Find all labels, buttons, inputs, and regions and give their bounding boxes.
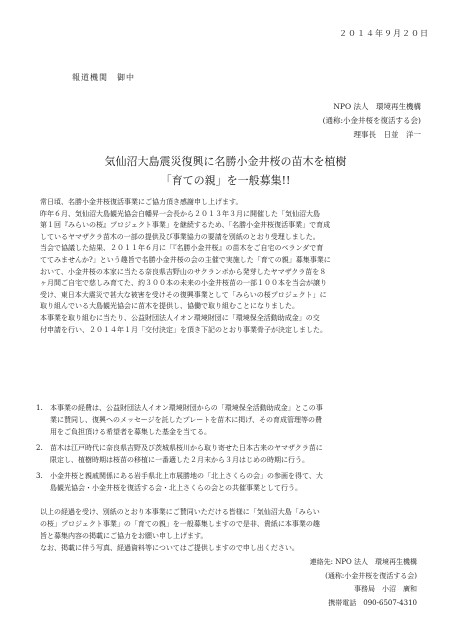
contact-phone: 携帯電話 090-6507-4310	[328, 598, 417, 607]
list-item-line: 苗木は江戸時代に奈良県吉野及び茨城県桜川から取り寄せた日本古来のヤマザクラ苗に	[50, 444, 323, 452]
title-line-1: 気仙沼大島震災復興に名勝小金井桜の苗木を植樹	[104, 155, 347, 168]
list-item-line: 業に賛同し、復興へのメッセージを託したプレートを苗木に掲げ、その育成管理等の費	[50, 416, 323, 424]
closing-line: 以上の経過を受け、別紙のとおり本事業にご賛同いただける皆様に「気仙沼大島「みらい	[40, 508, 320, 516]
recipient-line: 報道機関 御中	[72, 73, 135, 82]
sender-org: NPO 法人 環境再生機構	[333, 102, 421, 111]
body-line: 受け、東日本大震災で甚大な被害を受けその復興事業として「みらいの桜プロジェクト」に	[40, 290, 327, 299]
closing-text	[40, 506, 430, 554]
body-line: しているヤマザクラ苗木の一部の提供及び事業協力の要請を別紙のとおり受理しました。	[40, 232, 320, 241]
body-line: 第１回『みらいの桜』プロジェクト事業」を継続するため、「名勝小金井桜復活事業」で育成	[40, 221, 331, 230]
body-line: ヶ月間ご自宅で慈しみ育てた、約３００本の未来の小金井桜苗の一部１００本を当会が譲り	[40, 279, 327, 288]
contact-org: 連絡先: NPO 法人 環境再生機構	[309, 558, 417, 566]
list-item-line: 限定し、植樹時期は桜苗の移植に一番適した２月末から３月はじめの時期に行う。	[50, 456, 309, 464]
contact-office: 事務局 小沼 廣和	[354, 585, 417, 593]
list-item-number: 1.	[36, 404, 43, 412]
list-item	[36, 470, 436, 494]
closing-line: なお、掲載に伴う写真、経過資料等についてはご提供しますので申し出ください。	[40, 544, 299, 552]
body-line: 常日頃、名勝小金井桜復活事業にご協力頂き感謝申し上げます。	[40, 198, 243, 206]
list-item-line: 用をご負担頂ける希望者を募集した基金を当てる。	[50, 428, 211, 436]
body-line: 付申請を行い、２０１４年１月「交付決定」を頂き下記のとおり事業骨子が決定しました。	[40, 325, 327, 334]
list-item-line: 島観光協会・小金井桜を復活する会・北上さくらの会との共催事業として行う。	[50, 484, 302, 492]
body-line: 当会で協議した結果、２０１１年６月に「『名勝小金井桜』の苗木をご自宅のベランダで育	[40, 244, 324, 253]
contact-block	[310, 556, 417, 610]
contact-alias: (通称:小金井桜を復活する会)	[325, 571, 417, 580]
body-line: ててみませんか?」という趣旨で名勝小金井桜の会の主催で実施した「育ての親」募集事業に	[40, 255, 331, 264]
title-line-2: 「育ての親」を一般募集!!	[160, 174, 291, 187]
list-item-number: 2.	[36, 444, 43, 452]
body-text	[40, 197, 426, 336]
body-line: 昨年６月、気仙沼大島観光協会白幡昇一会長から２０１３年３月に開催した「気仙沼大島	[40, 209, 320, 218]
list-item	[36, 442, 436, 466]
project-outline-list	[36, 402, 436, 498]
list-item-number: 3.	[36, 472, 43, 480]
body-line: 取り組んでいる大島観光協会に苗木を提供し、協働で取り組むことになりました。	[40, 302, 299, 311]
sender-block	[323, 100, 421, 142]
sender-alias: (通称:小金井桜を復活する会)	[322, 116, 421, 125]
closing-line: の桜」プロジェクト事業」の「育ての親」を一般募集しますので是非、貴紙に本事業の趣	[40, 520, 320, 528]
closing-line: 旨と募集内容の掲載にご協力をお願い申し上げます。	[40, 532, 208, 540]
list-item-line: 本事業の経費は、公益財団法人イオン環境財団からの「環境保全活動助成金」とこの事	[50, 404, 323, 412]
body-line: おいて、小金井桜の本家に当たる奈良県吉野山のサクランボから発芽したヤマザクラ苗を８	[40, 267, 327, 276]
list-item-line: 小金井桜と親戚関係にある岩手県北上市展勝地の「北上さくらの会」の参画を得て、大	[50, 472, 323, 480]
document-title	[0, 152, 451, 190]
document-date: ２０１４年９月２０日	[339, 29, 429, 38]
body-line: 本事業を取り組むに当たり、公益財団法人イオン環境財団に「環境保全活動助成金」の交	[40, 313, 320, 322]
sender-chair: 理事長 日並 洋一	[353, 130, 421, 139]
list-item	[36, 402, 436, 438]
